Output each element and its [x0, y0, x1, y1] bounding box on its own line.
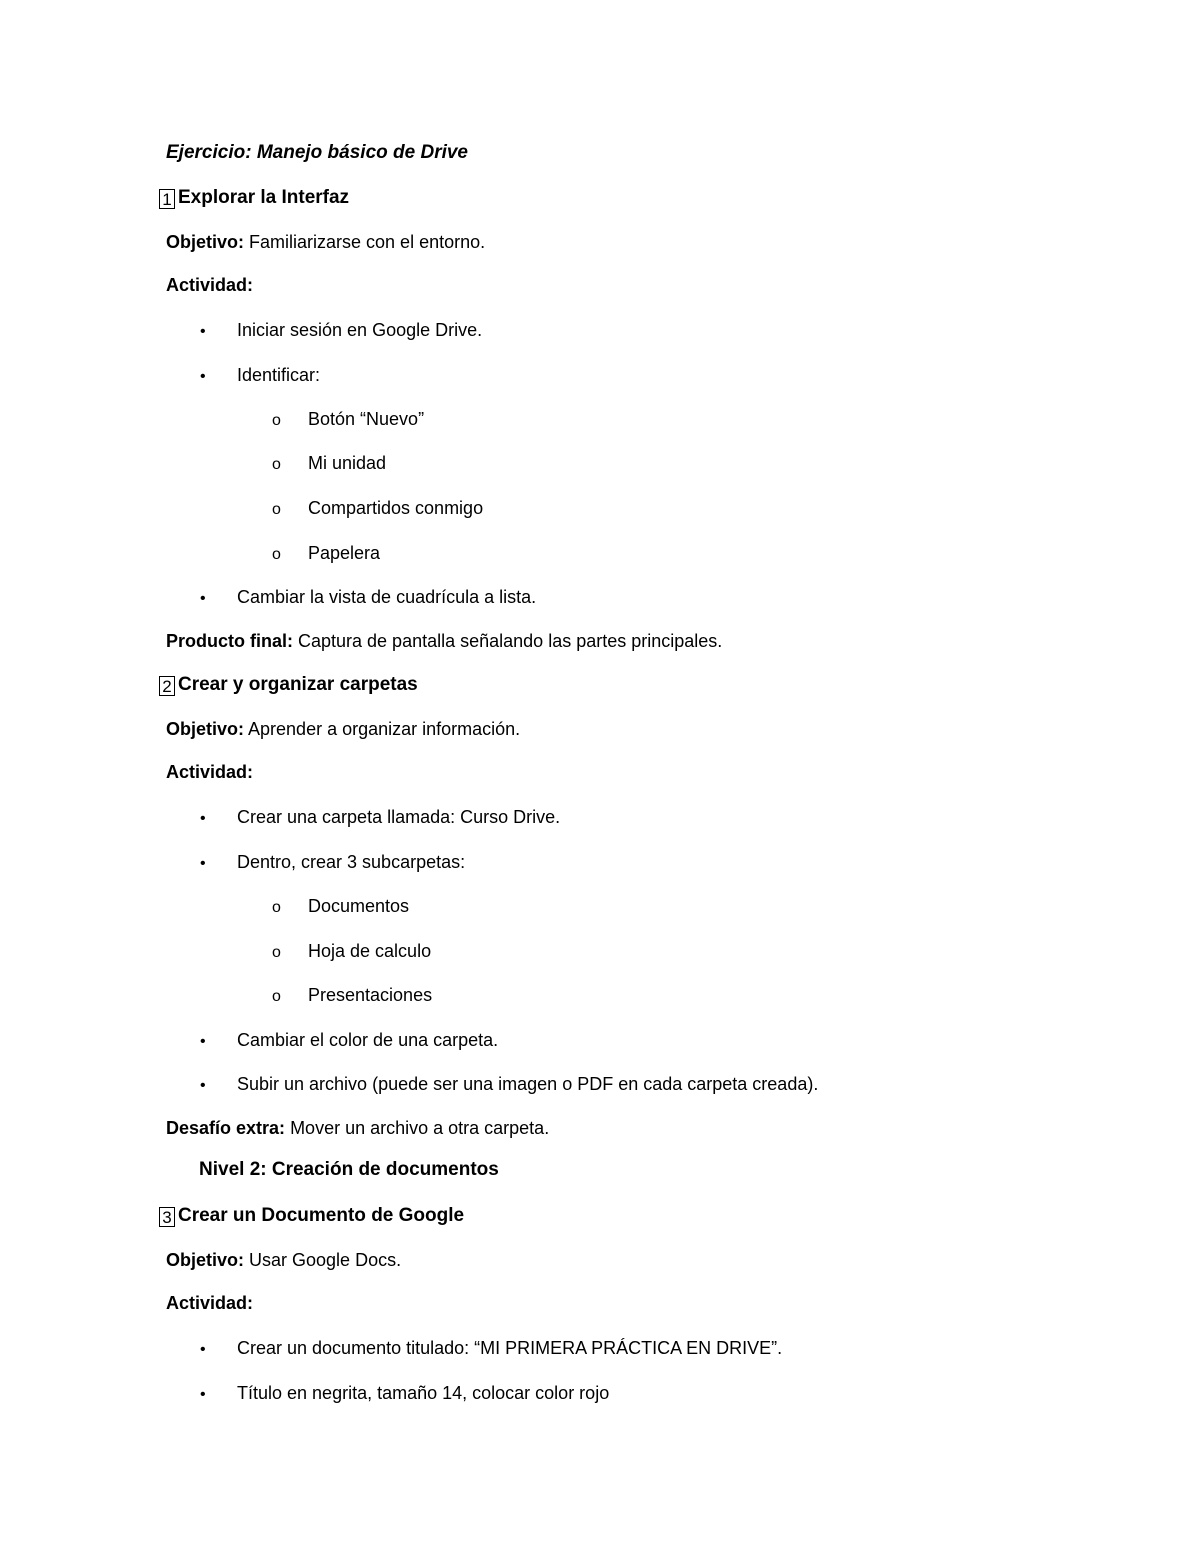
list-item [200, 1381, 609, 1407]
sub-list-item [272, 983, 432, 1009]
list-item-text: Cambiar la vista de cuadrícula a lista. [237, 587, 537, 607]
section-1-activity-label [166, 273, 253, 297]
section-1-objective [166, 230, 485, 254]
bullet-icon: • [200, 810, 206, 827]
list-item [200, 1336, 782, 1362]
bullet-icon: • [200, 1341, 206, 1358]
section-2-objective [166, 717, 520, 741]
sub-list-item-text: Documentos [308, 896, 410, 916]
list-item [200, 1072, 818, 1098]
bullet-icon: • [200, 590, 206, 607]
list-item [200, 805, 560, 831]
objective-text: Aprender a organizar información. [244, 719, 521, 739]
objective-label: Objetivo: [166, 719, 245, 739]
section-heading-text: Crear un Documento de Google [178, 1205, 465, 1226]
section-2-activity-label [166, 760, 253, 784]
sub-list-item [272, 496, 483, 522]
sub-list-item [272, 451, 386, 477]
circle-bullet-icon: o [272, 501, 281, 518]
extra-challenge-text: Mover un archivo a otra carpeta. [285, 1118, 550, 1138]
section-1-final-product [166, 629, 722, 653]
sub-list-item-text: Papelera [308, 543, 381, 563]
list-item-text: Dentro, crear 3 subcarpetas: [237, 852, 466, 872]
extra-challenge-label: Desafío extra: [166, 1118, 286, 1138]
list-item [200, 585, 536, 611]
objective-text: Familiarizarse con el entorno. [244, 232, 486, 252]
final-product-label: Producto final: [166, 631, 293, 651]
objective-label: Objetivo: [166, 1250, 245, 1270]
sub-list-item-text: Hoja de calculo [308, 941, 432, 961]
sub-list-item-text: Compartidos conmigo [308, 498, 484, 518]
list-item [200, 318, 482, 344]
circle-bullet-icon: o [272, 546, 281, 563]
list-item-text: Identificar: [237, 365, 321, 385]
final-product-text: Captura de pantalla señalando las partes principales. [293, 631, 723, 651]
list-item-text: Crear un documento titulado: “MI PRIMERA PRÁCTICA EN DRIVE”. [237, 1338, 783, 1358]
circle-bullet-icon: o [272, 456, 281, 473]
list-item [200, 1028, 498, 1054]
activity-label: Actividad: [166, 275, 254, 295]
section-number-badge: 2 [159, 676, 175, 696]
circle-bullet-icon: o [272, 988, 281, 1005]
objective-text: Usar Google Docs. [244, 1250, 402, 1270]
list-item [200, 363, 320, 389]
document-title: Ejercicio: Manejo básico de Drive [166, 142, 468, 163]
list-item-text: Cambiar el color de una carpeta. [237, 1030, 499, 1050]
sub-list-item-text: Botón “Nuevo” [308, 409, 425, 429]
section-1-heading [159, 186, 349, 210]
sub-list-item [272, 939, 431, 965]
section-heading-text: Crear y organizar carpetas [178, 674, 418, 695]
bullet-icon: • [200, 1033, 206, 1050]
list-item-text: Crear una carpeta llamada: Curso Drive. [237, 807, 561, 827]
section-3-heading [159, 1204, 464, 1228]
sub-list-item [272, 541, 380, 567]
list-item [200, 850, 465, 876]
section-heading-text: Explorar la Interfaz [178, 187, 350, 208]
section-2-heading [159, 673, 418, 697]
sub-list-item-text: Presentaciones [308, 985, 433, 1005]
bullet-icon: • [200, 323, 206, 340]
section-number-badge: 3 [159, 1207, 175, 1227]
bullet-icon: • [200, 1077, 206, 1094]
section-number-badge: 1 [159, 189, 175, 209]
sub-list-item [272, 407, 424, 433]
objective-label: Objetivo: [166, 232, 245, 252]
section-3-objective [166, 1248, 401, 1272]
section-3-activity-label [166, 1291, 253, 1315]
bullet-icon: • [200, 855, 206, 872]
section-2-extra-challenge [166, 1116, 549, 1140]
circle-bullet-icon: o [272, 944, 281, 961]
activity-label: Actividad: [166, 1293, 254, 1313]
list-item-text: Iniciar sesión en Google Drive. [237, 320, 483, 340]
activity-label: Actividad: [166, 762, 254, 782]
circle-bullet-icon: o [272, 899, 281, 916]
bullet-icon: • [200, 1386, 206, 1403]
list-item-text: Título en negrita, tamaño 14, colocar color rojo [237, 1383, 610, 1403]
list-item-text: Subir un archivo (puede ser una imagen o PDF en cada carpeta creada). [237, 1074, 819, 1094]
circle-bullet-icon: o [272, 412, 281, 429]
sub-list-item [272, 894, 409, 920]
sub-list-item-text: Mi unidad [308, 453, 387, 473]
level-2-heading: Nivel 2: Creación de documentos [199, 1159, 499, 1180]
bullet-icon: • [200, 368, 206, 385]
